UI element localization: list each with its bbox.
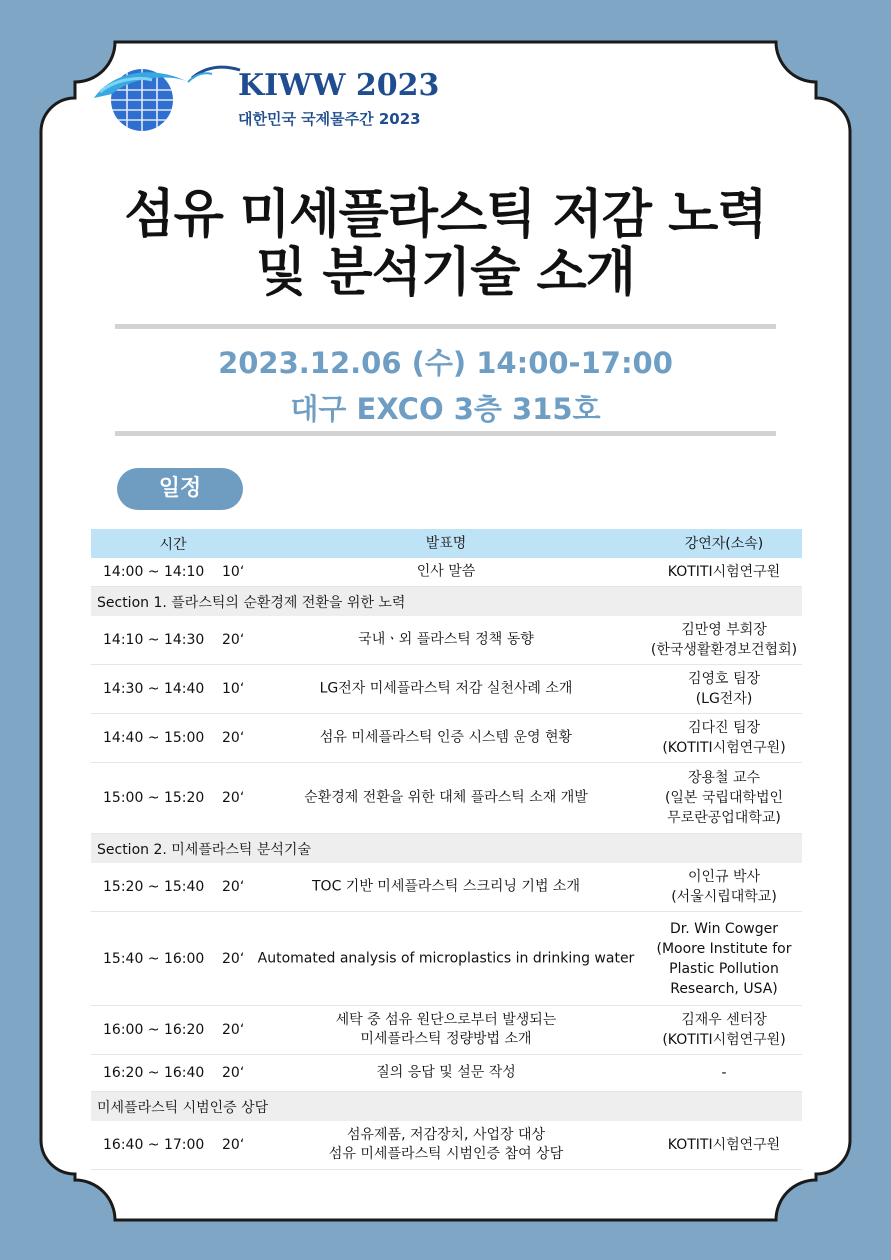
- event-datetime: 2023.12.06 (수) 14:00-17:00: [218, 346, 673, 380]
- speaker-line: (한국생활환경보건협회): [650, 642, 798, 658]
- session-speaker: [644, 1010, 804, 1050]
- speaker-line: 무로란공업대학교): [667, 810, 781, 826]
- header-time: 시간: [159, 536, 187, 553]
- session-title-line: 섬유 미세플라스틱 인증 시스템 운영 현황: [319, 729, 573, 746]
- session-time: 15:00 ~ 15:20: [103, 790, 205, 806]
- session-time: 14:10 ~ 14:30: [103, 632, 205, 648]
- section-title: Section 2. 미세플라스틱 분석기술: [97, 841, 311, 858]
- speaker-line: Plastic Pollution: [669, 960, 779, 977]
- session-title-line: TOC 기반 미세플라스틱 스크리닝 기법 소개: [312, 878, 580, 895]
- table-row: [91, 665, 802, 714]
- session-title-line: 미세플라스틱 정량방법 소개: [360, 1031, 532, 1047]
- session-speaker: [644, 562, 804, 582]
- session-title-line: 섬유제품, 저감장치, 사업장 대상: [346, 1127, 546, 1143]
- section-row: [91, 834, 802, 863]
- speaker-line: KOTITI시험연구원: [667, 1137, 781, 1153]
- session-time: 16:20 ~ 16:40: [103, 1065, 205, 1081]
- session-title-line: 질의 응답 및 설문 작성: [376, 1064, 516, 1081]
- table-row: [91, 1006, 802, 1055]
- speaker-line: KOTITI시험연구원: [667, 564, 781, 580]
- table-row: [91, 1055, 802, 1092]
- session-title-line: Automated analysis of microplastics in drinking water: [257, 950, 635, 966]
- speaker-line: 이인규 박사: [687, 869, 761, 885]
- session-speaker: [644, 919, 804, 999]
- table-row: [91, 912, 802, 1006]
- session-title-line: 순환경제 전환을 위한 대체 플라스틱 소재 개발: [304, 789, 588, 806]
- table-row: [91, 616, 802, 665]
- page-title-line2: 및 분석기술 소개: [256, 243, 635, 303]
- speaker-line: 김영호 팀장: [687, 671, 761, 687]
- session-title: [255, 1126, 637, 1164]
- session-title: [255, 878, 637, 897]
- session-time: 14:00 ~ 14:10: [103, 564, 205, 580]
- speaker-line: (LG전자): [695, 691, 753, 707]
- session-duration: 10‘: [222, 564, 245, 580]
- session-speaker: [644, 768, 804, 828]
- table-row: [91, 863, 802, 912]
- speaker-line: (KOTITI시험연구원): [662, 1032, 786, 1048]
- session-title: [255, 1011, 637, 1049]
- session-speaker: [644, 718, 804, 758]
- session-speaker: [644, 867, 804, 907]
- session-title-line: 세탁 중 섬유 원단으로부터 발생되는: [335, 1012, 557, 1028]
- section-row: [91, 587, 802, 616]
- session-title: [255, 631, 637, 650]
- schedule-table: [91, 529, 802, 1170]
- speaker-line: 김다진 팀장: [687, 720, 761, 736]
- session-duration: 20‘: [222, 632, 245, 648]
- divider: [115, 431, 776, 436]
- speaker-line: (일본 국립대학법인: [664, 790, 784, 806]
- session-time: 15:20 ~ 15:40: [103, 879, 205, 895]
- session-speaker: [644, 1063, 804, 1083]
- session-speaker: [644, 1135, 804, 1155]
- session-duration: 20‘: [222, 879, 245, 895]
- session-title-line: 섬유 미세플라스틱 시범인증 참여 상담: [328, 1146, 564, 1162]
- session-duration: 20‘: [222, 730, 245, 746]
- session-duration: 20‘: [222, 950, 245, 967]
- logo-title: KIWW 2023: [238, 68, 440, 103]
- event-venue: 대구 EXCO 3층 315호: [290, 392, 601, 426]
- table-row: [91, 558, 802, 587]
- session-duration: 20‘: [222, 1022, 245, 1038]
- table-row: [91, 1121, 802, 1170]
- session-title: [255, 563, 637, 582]
- session-speaker: [644, 620, 804, 660]
- speaker-line: 장용철 교수: [687, 770, 761, 786]
- logo-subtitle: 대한민국 국제물주간 2023: [238, 110, 421, 128]
- table-header: [91, 529, 802, 558]
- page-title-line1: 섬유 미세플라스틱 저감 노력: [124, 185, 767, 245]
- session-title: [255, 1064, 637, 1083]
- session-title: [255, 729, 637, 748]
- speaker-line: (서울시립대학교): [671, 889, 777, 905]
- session-duration: 20‘: [222, 1065, 245, 1081]
- speaker-line: -: [721, 1065, 727, 1081]
- section-title: Section 1. 플라스틱의 순환경제 전환을 위한 노력: [97, 594, 406, 611]
- session-duration: 10‘: [222, 681, 245, 697]
- speaker-line: 김재우 센터장: [681, 1012, 767, 1028]
- session-title: [255, 789, 637, 808]
- schedule-badge: 일정: [117, 468, 243, 510]
- session-title: [255, 949, 637, 968]
- session-duration: 20‘: [222, 790, 245, 806]
- section-row: [91, 1092, 802, 1121]
- session-time: 14:40 ~ 15:00: [103, 730, 205, 746]
- session-title-line: LG전자 미세플라스틱 저감 실천사례 소개: [319, 680, 573, 697]
- kiww-logo: [92, 60, 440, 135]
- session-time: 16:40 ~ 17:00: [103, 1137, 205, 1153]
- speaker-line: (Moore Institute for: [656, 940, 792, 957]
- speaker-line: Dr. Win Cowger: [670, 920, 778, 937]
- speaker-line: (KOTITI시험연구원): [662, 740, 786, 756]
- session-title-line: 국내ㆍ외 플라스틱 정책 동향: [358, 631, 534, 648]
- table-row: [91, 714, 802, 763]
- header-talk: 발표명: [425, 535, 467, 551]
- table-row: [91, 763, 802, 834]
- session-title: [255, 680, 637, 699]
- session-time: 15:40 ~ 16:00: [103, 950, 205, 967]
- water-globe-icon: [92, 60, 242, 135]
- session-time: 14:30 ~ 14:40: [103, 681, 205, 697]
- session-title-line: 인사 말씀: [416, 563, 476, 580]
- section-title: 미세플라스틱 시범인증 상담: [97, 1099, 269, 1116]
- session-speaker: [644, 669, 804, 709]
- session-time: 16:00 ~ 16:20: [103, 1022, 205, 1038]
- speaker-line: Research, USA): [670, 980, 778, 997]
- divider: [115, 324, 776, 329]
- speaker-line: 김만영 부회장: [681, 622, 767, 638]
- header-speaker: 강연자(소속): [684, 535, 764, 552]
- session-duration: 20‘: [222, 1137, 245, 1153]
